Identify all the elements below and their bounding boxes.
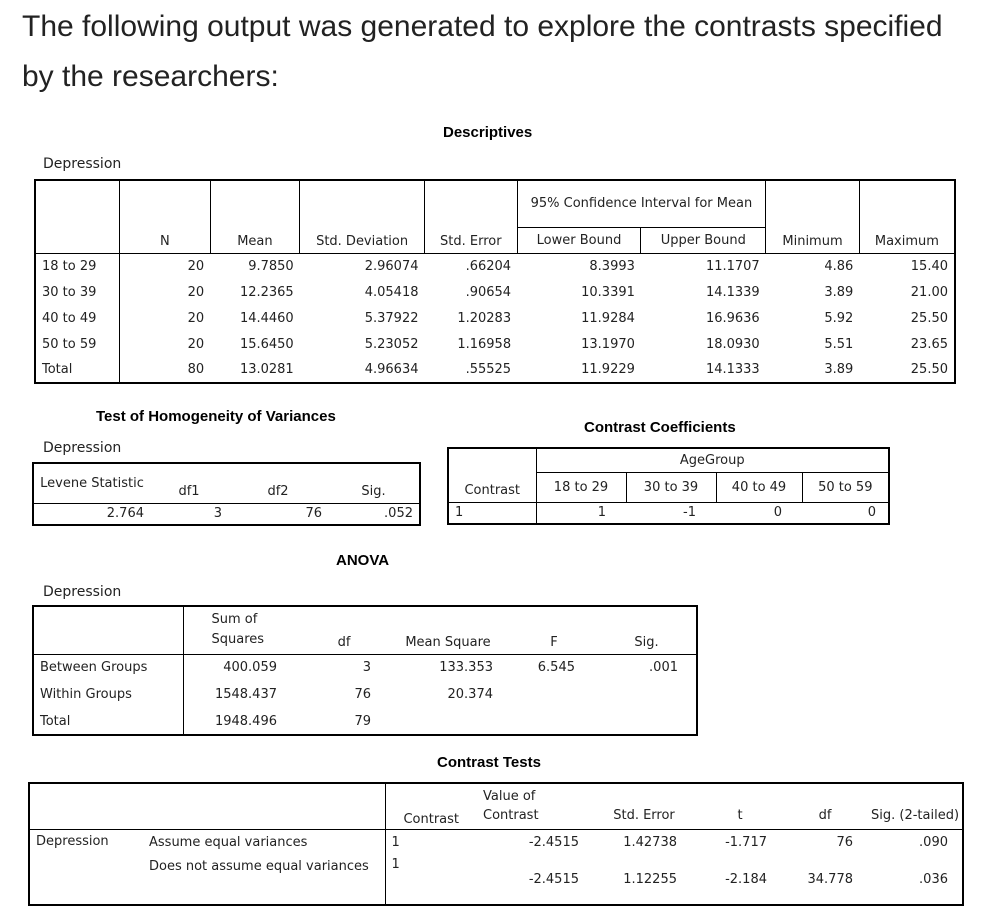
coef-cell-g4: 0 xyxy=(867,505,877,521)
cell-min: 3.89 xyxy=(824,284,854,300)
table-row xyxy=(448,502,889,524)
cell-ss: 400.059 xyxy=(223,660,277,676)
cell-sd: 4.05418 xyxy=(364,284,419,300)
cell-max: 21.00 xyxy=(910,284,948,300)
coef-header-g1: 18 to 29 xyxy=(536,472,626,502)
cell-n: 20 xyxy=(187,310,205,326)
homogeneity-title: Test of Homogeneity of Variances xyxy=(96,408,336,425)
ct-header-df: df xyxy=(785,783,865,829)
row-label: 50 to 59 xyxy=(35,331,120,357)
ct-header-value: Value of Contrast xyxy=(477,783,593,829)
cell-sig: .036 xyxy=(919,872,948,887)
table-row xyxy=(29,829,963,855)
cell-upper: 14.1333 xyxy=(705,362,760,377)
cell-levene: 2.764 xyxy=(106,506,144,522)
anova-header-sig: Sig. xyxy=(597,606,697,654)
descriptives-table xyxy=(34,179,956,384)
desc-header-sd: Std. Deviation xyxy=(300,180,425,253)
intro-text: The following output was generated to explore the contrasts specified by the researchers: xyxy=(22,10,943,93)
anova-table xyxy=(32,605,698,736)
row-label: 18 to 29 xyxy=(35,253,120,279)
cell-sd: 5.23052 xyxy=(364,336,419,352)
coef-header-g4: 50 to 59 xyxy=(802,472,889,502)
row-label: Does not assume equal variances xyxy=(143,855,385,905)
cell-ms xyxy=(385,708,511,735)
cell-n: 20 xyxy=(187,258,205,274)
cell-sd: 4.96634 xyxy=(364,362,419,377)
cell-min: 4.86 xyxy=(824,258,854,274)
cell-ms: 133.353 xyxy=(439,660,493,676)
cell-upper: 11.1707 xyxy=(705,258,760,274)
cell-lower: 10.3391 xyxy=(581,284,635,300)
cell-mean: 13.0281 xyxy=(239,362,294,377)
ct-header-se: Std. Error xyxy=(593,783,695,829)
coef-header-contrast: Contrast xyxy=(448,448,536,502)
table-row xyxy=(33,654,697,681)
cell-df: 79 xyxy=(354,713,371,729)
cell-upper: 18.0930 xyxy=(705,336,760,352)
cell-lower: 11.9229 xyxy=(581,362,635,377)
table-row xyxy=(35,305,955,331)
anova-corner-cell xyxy=(33,606,183,654)
table-row xyxy=(29,855,963,905)
table-row xyxy=(35,331,955,357)
coef-cell-g3: 0 xyxy=(773,505,782,521)
homog-header-df1: df1 xyxy=(150,463,228,503)
cell-df: 76 xyxy=(354,687,371,702)
coef-cell-g2: -1 xyxy=(683,505,696,521)
cell-sd: 2.96074 xyxy=(364,258,419,274)
table-row xyxy=(33,681,697,708)
cell-value: -2.4515 xyxy=(528,834,579,850)
desc-corner-cell xyxy=(35,180,120,253)
cell-mean: 14.4460 xyxy=(239,310,294,326)
cell-df2: 76 xyxy=(305,506,322,522)
coef-cell-g1: 1 xyxy=(597,505,606,521)
desc-header-upper: Upper Bound xyxy=(641,227,766,253)
desc-header-se: Std. Error xyxy=(425,180,518,253)
cell-se: .90654 xyxy=(465,284,512,300)
ct-header-sig: Sig. (2-tailed) xyxy=(865,783,963,829)
row-label: Within Groups xyxy=(33,681,183,708)
desc-header-mean: Mean xyxy=(210,180,300,253)
ct-header-contrast: Contrast xyxy=(385,783,477,829)
cell-sig: .090 xyxy=(919,834,948,850)
cell-sig xyxy=(597,708,697,735)
cell-df1: 3 xyxy=(213,506,222,522)
coefficients-title: Contrast Coefficients xyxy=(584,419,736,436)
ct-variable: Depression xyxy=(36,833,109,849)
table-row xyxy=(33,503,420,525)
cell-lower: 11.9284 xyxy=(581,310,635,326)
homogeneity-variable: Depression xyxy=(43,440,122,456)
desc-header-max: Maximum xyxy=(859,180,955,253)
cell-se: 1.20283 xyxy=(457,310,512,326)
anova-variable: Depression xyxy=(43,584,122,600)
cell-f xyxy=(511,681,597,708)
cell-t: -1.717 xyxy=(725,834,767,850)
cell-max: 25.50 xyxy=(910,310,948,326)
cell-mean: 15.6450 xyxy=(239,336,294,352)
contrast-tests-title: Contrast Tests xyxy=(437,754,541,771)
homog-header-df2: df2 xyxy=(228,463,328,503)
anova-header-ms: Mean Square xyxy=(385,606,511,654)
row-label: 30 to 39 xyxy=(35,279,120,305)
cell-f xyxy=(511,708,597,735)
descriptives-title: Descriptives xyxy=(443,124,533,141)
cell-ms: 20.374 xyxy=(447,687,493,702)
cell-t: -2.184 xyxy=(725,872,767,887)
cell-se: .55525 xyxy=(465,362,512,377)
row-label: Between Groups xyxy=(33,654,183,681)
cell-n: 80 xyxy=(187,362,205,377)
desc-header-ci: 95% Confidence Interval for Mean xyxy=(517,180,766,227)
desc-header-min: Minimum xyxy=(766,180,860,253)
row-label: Total xyxy=(35,357,120,383)
cell-n: 20 xyxy=(187,336,205,352)
row-label: Assume equal variances xyxy=(143,829,385,855)
ct-header-t: t xyxy=(695,783,785,829)
cell-upper: 14.1339 xyxy=(705,284,760,300)
homog-header-levene: Levene Statistic xyxy=(33,463,150,503)
anova-title: ANOVA xyxy=(336,552,390,569)
cell-df: 76 xyxy=(836,834,853,850)
desc-header-lower: Lower Bound xyxy=(517,227,641,253)
cell-ss: 1948.496 xyxy=(214,713,277,729)
cell-se: 1.16958 xyxy=(457,336,512,352)
homogeneity-table xyxy=(32,462,421,526)
cell-mean: 12.2365 xyxy=(239,284,294,300)
cell-sig: .052 xyxy=(384,506,413,522)
cell-se: .66204 xyxy=(465,258,512,274)
cell-lower: 13.1970 xyxy=(581,336,635,352)
desc-header-n: N xyxy=(120,180,211,253)
cell-contrast: 1 xyxy=(391,857,400,872)
coef-header-g2: 30 to 39 xyxy=(626,472,716,502)
cell-upper: 16.9636 xyxy=(705,310,760,326)
cell-mean: 9.7850 xyxy=(248,258,294,274)
cell-max: 15.40 xyxy=(910,258,948,274)
cell-se: 1.12255 xyxy=(623,872,677,887)
cell-min: 5.92 xyxy=(824,310,854,326)
table-row xyxy=(35,253,955,279)
coef-header-group: AgeGroup xyxy=(536,448,889,472)
cell-sig: .001 xyxy=(649,660,678,676)
row-label: Total xyxy=(33,708,183,735)
contrast-tests-table xyxy=(28,782,964,906)
anova-header-df: df xyxy=(303,606,385,654)
cell-max: 23.65 xyxy=(910,336,948,352)
cell-sig xyxy=(597,681,697,708)
cell-se: 1.42738 xyxy=(623,834,677,850)
cell-max: 25.50 xyxy=(910,362,948,377)
coefficients-table xyxy=(447,447,890,525)
ct-corner-cell xyxy=(29,783,385,829)
cell-n: 20 xyxy=(187,284,205,300)
row-label: 40 to 49 xyxy=(35,305,120,331)
cell-df: 3 xyxy=(362,660,371,676)
homog-header-sig: Sig. xyxy=(328,463,420,503)
cell-f: 6.545 xyxy=(537,660,575,676)
table-row xyxy=(35,279,955,305)
cell-df: 34.778 xyxy=(807,872,853,887)
table-row xyxy=(35,357,955,383)
cell-lower: 8.3993 xyxy=(589,258,635,274)
cell-min: 3.89 xyxy=(824,362,854,377)
descriptives-variable: Depression xyxy=(43,156,122,172)
cell-ss: 1548.437 xyxy=(214,687,277,702)
table-row xyxy=(33,708,697,735)
coef-row-label: 1 xyxy=(448,502,536,524)
anova-header-ss: Sum of Squares xyxy=(183,606,303,654)
cell-sd: 5.37922 xyxy=(364,310,419,326)
cell-contrast: 1 xyxy=(391,834,400,850)
cell-min: 5.51 xyxy=(824,336,854,352)
coef-header-g3: 40 to 49 xyxy=(716,472,802,502)
anova-header-f: F xyxy=(511,606,597,654)
cell-value: -2.4515 xyxy=(528,872,579,887)
